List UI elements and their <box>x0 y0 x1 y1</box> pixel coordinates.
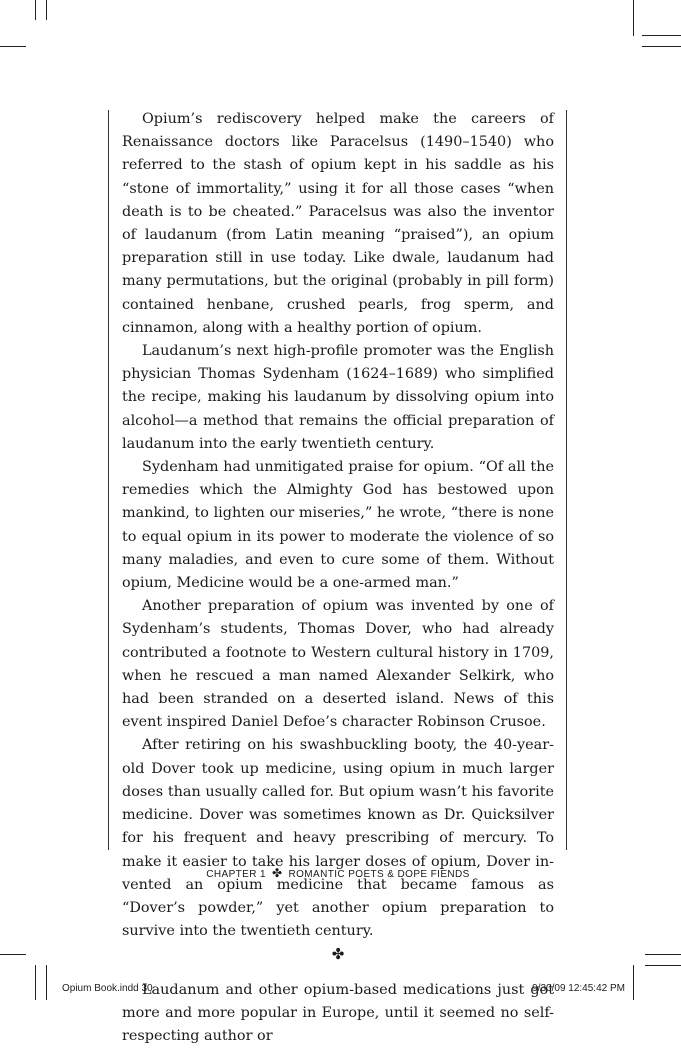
crop-mark-bottom-right-horizontal-2 <box>645 965 681 966</box>
crop-mark-top-right-horizontal <box>642 35 681 36</box>
paragraph-laudanum-popularity: Laudanum and other opium-based medications just got more and more popular in Europe, until it seemed no self-respecting author or <box>122 981 554 1044</box>
paragraph-paracelsus: Opium’s rediscovery helped make the careers of Renaissance doctors like Paracelsus (1490–1540) who referred to the stash of opium kept in his saddle as his “stone of immortality,” using it for all those cases “when death is to be cheated.” Paracelsus was also the inventor of laudanum (from Latin meaning “praised”), an opium preparation still in use today. Like dwale, laudanum had many permutations, but the original (probably in pill form) contained henbane, crushed pearls, frog sperm, and cinnamon, along with a healthy portion of opium. <box>122 111 554 336</box>
crop-mark-bottom-left-vertical <box>35 965 36 1000</box>
section-break-ornament: ✤ <box>331 945 345 964</box>
paragraph-sydenham-praise: Sydenham had unmitigated praise for opium. “Of all the remedies which the Almighty God has bestowed upon mankind, to lighten our miseries,” he wrote, “there is none to equal opium in its power to moderate the violence of so many maladies, and even to cure some of them. Without opium, Medicine would be a one-armed man.” <box>122 459 554 592</box>
crop-mark-top-right-vertical <box>633 0 634 36</box>
crop-mark-top-left-vertical <box>35 0 36 20</box>
body-text <box>122 108 554 1048</box>
crop-mark-top-left-horizontal <box>0 46 26 47</box>
crop-mark-top-right-horizontal-2 <box>642 46 681 47</box>
slug-timestamp: 9/30/09 12:45:42 PM <box>532 983 625 994</box>
footer-chapter: CHAPTER 1 <box>206 869 267 880</box>
left-margin-rule <box>108 110 109 850</box>
crop-mark-bottom-right-vertical <box>633 965 634 1000</box>
slug-file-name: Opium Book.indd 30 <box>62 983 153 994</box>
running-footer <box>122 866 554 880</box>
footer-title: ROMANTIC POETS & DOPE FIENDS <box>288 869 470 880</box>
paragraph-dover: Another preparation of opium was invented by one of Sydenham’s students, Thomas Dover, who had already contributed a footnote to Western cultural history in 1709, when he rescued a man named Alexander Selkirk, who had been stranded on a deserted island. News of this event inspired Daniel Defoe’s character Robinson Crusoe. <box>122 598 554 731</box>
crop-mark-bottom-right-horizontal <box>645 954 681 955</box>
right-margin-rule <box>566 110 567 850</box>
crop-mark-bottom-left-vertical-2 <box>46 965 47 1000</box>
paragraph-dover-powder: After retiring on his swashbuckling booty, the 40-year-old Dover took up medicine, using opium in much larger doses than usually called for. But opium wasn’t his favorite medicine. Dover was sometimes known as Dr. Quicksilver for his frequent and heavy prescribing of mercury. To make it easier to take his larger doses of opium, Dover invented an opium medicine that became famous as “Dover’s powder,” yet another opium preparation to survive into the twentieth century. <box>122 737 554 940</box>
footer-ornament-icon: ✤ <box>272 866 283 880</box>
crop-mark-top-left-vertical-2 <box>46 0 47 20</box>
paragraph-sydenham: Laudanum’s next high-profile promoter was the English physician Thomas Sydenham (1624–1689) who simplified the recipe, making his laudanum by dissolving opium into alcohol—a method that remains the official preparation of laudanum into the early twentieth century. <box>122 343 554 452</box>
crop-mark-bottom-left-horizontal <box>0 954 26 955</box>
